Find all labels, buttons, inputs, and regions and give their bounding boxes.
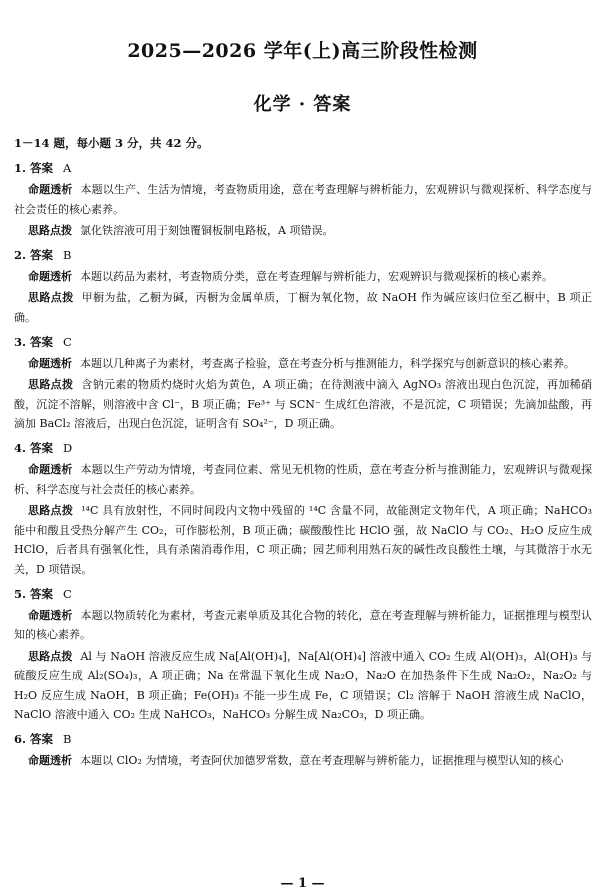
hint-row bbox=[14, 647, 592, 725]
question-number: 5. bbox=[14, 586, 27, 601]
hint-text: 含钠元素的物质灼烧时火焰为黄色，A 项正确；在待测液中滴入 AgNO₃ 溶液出现白色沉淀，再加稀硝酸，沉淀不溶解，则溶液中含 Cl⁻，B 项正确；Fe³⁺ 与 SCN⁻ 生成红色溶液，不是沉淀，C 项错误；先滴加盐酸，再滴加 BaCl₂ 溶液后，出现白色沉淀，证明含有 SO₄²⁻，D 项正确。 bbox=[14, 378, 593, 431]
analysis-text: 本题以物质转化为素材，考查元素单质及其化合物的转化，意在考查理解与辨析能力，证据推理与模型认知的核心素养。 bbox=[14, 608, 593, 642]
answer-label: 答案 bbox=[30, 586, 54, 601]
hint-label: 思路点拨 bbox=[28, 378, 74, 392]
analysis-row bbox=[14, 180, 592, 219]
page-subtitle: 化学 · 答案 bbox=[253, 94, 352, 115]
analysis-label: 命题透析 bbox=[28, 183, 73, 196]
hint-text: 氯化铁溶液可用于刻蚀覆铜板制电路板，A 项错误。 bbox=[80, 224, 334, 238]
question-5 bbox=[14, 584, 592, 726]
question-header bbox=[14, 584, 592, 604]
answer-list bbox=[14, 158, 592, 771]
answer-value: D bbox=[63, 440, 73, 455]
question-header bbox=[14, 158, 592, 178]
analysis-text: 本题以药品为素材，考查物质分类，意在考查理解与辨析能力，宏观辨识与微观探析的核心素养。 bbox=[80, 269, 553, 283]
analysis-row bbox=[14, 354, 592, 374]
analysis-row bbox=[14, 267, 592, 287]
analysis-label: 命题透析 bbox=[28, 608, 73, 622]
hint-text: 甲橱为盐，乙橱为碱，丙橱为金属单质，丁橱为氧化物，故 NaOH 作为碱应该归位至乙橱中，B 项正确。 bbox=[14, 291, 592, 324]
analysis-text: 本题以生产劳动为情境，考查同位素、常见无机物的性质，意在考查分析与推测能力，宏观辨识与微观探析、科学态度与社会责任的核心素养。 bbox=[14, 462, 593, 496]
question-3 bbox=[14, 332, 592, 434]
analysis-label: 命题透析 bbox=[28, 754, 72, 768]
hint-row bbox=[14, 375, 592, 434]
analysis-label: 命题透析 bbox=[28, 356, 72, 370]
hint-text: Al 与 NaOH 溶液反应生成 Na[Al(OH)₄]，Na[Al(OH)₄] 溶液中通入 CO₂ 生成 Al(OH)₃，Al(OH)₃ 与硫酸反应生成 Al₂(SO₄)₃，A 项正确；Na 在常温下氧化生成 Na₂O，Na₂O 在加热条件下生成 Na₂O₂，Na₂O₂ 与 H₂O 反应生成 NaOH，B 项正确；Fe(OH)₃ 不能一步生成 Fe，C 项错误；Cl₂ 溶解于 NaOH 溶液生成 NaClO，NaClO 溶液中通入 CO₂ 生成 NaHCO₃，NaHCO₃ 分解生成 Na₂CO₃，D 项正确。 bbox=[14, 649, 592, 722]
hint-label: 思路点拨 bbox=[28, 224, 72, 238]
question-2 bbox=[14, 245, 592, 328]
analysis-text: 本题以 ClO₂ 为情境，考查阿伏加德罗常数，意在考查理解与辨析能力，证据推理与模型认知的核心 bbox=[80, 754, 564, 768]
analysis-label: 命题透析 bbox=[28, 462, 73, 476]
page-title: 2025—2026 学年(上)高三阶段性检测 bbox=[127, 40, 478, 62]
hint-row bbox=[14, 221, 592, 241]
analysis-row bbox=[14, 751, 592, 771]
question-number: 4. bbox=[14, 440, 27, 455]
answer-label: 答案 bbox=[30, 247, 54, 262]
answer-value: C bbox=[63, 334, 72, 349]
analysis-text: 本题以生产、生活为情境，考查物质用途，意在考查理解与辨析能力，宏观辨识与微观探析、科学态度与社会责任的核心素养。 bbox=[14, 183, 593, 216]
question-header bbox=[14, 245, 592, 265]
answer-label: 答案 bbox=[30, 161, 54, 175]
answer-value: B bbox=[63, 732, 72, 747]
answer-value: C bbox=[63, 586, 72, 601]
hint-row bbox=[14, 288, 592, 327]
analysis-label: 命题透析 bbox=[28, 269, 72, 283]
answer-label: 答案 bbox=[30, 440, 54, 455]
question-6 bbox=[14, 729, 592, 771]
hint-label: 思路点拨 bbox=[28, 504, 74, 518]
analysis-row bbox=[14, 606, 592, 645]
answer-label: 答案 bbox=[30, 334, 54, 349]
hint-label: 思路点拨 bbox=[28, 291, 74, 305]
question-header bbox=[14, 438, 592, 458]
question-header bbox=[14, 332, 592, 352]
question-number: 6. bbox=[14, 732, 27, 747]
answer-value: B bbox=[63, 247, 72, 262]
analysis-row bbox=[14, 460, 592, 499]
question-1 bbox=[14, 158, 592, 241]
answer-value: A bbox=[63, 161, 72, 175]
answer-label: 答案 bbox=[30, 732, 54, 747]
question-4 bbox=[14, 438, 592, 580]
hint-label: 思路点拨 bbox=[28, 649, 73, 663]
question-number: 1. bbox=[14, 161, 27, 175]
question-number: 2. bbox=[14, 247, 27, 262]
question-header bbox=[14, 729, 592, 749]
hint-row bbox=[14, 501, 592, 579]
hint-text: ¹⁴C 具有放射性，不同时间段内文物中残留的 ¹⁴C 含量不同，故能测定文物年代，A 项正确；NaHCO₃ 能中和酸且受热分解产生 CO₂，可作膨松剂，B 项正确；碳酸酸性比 HClO 强，故 NaClO 与 CO₂、H₂O 反应生成 HClO，后者具有强氧化性，具有杀菌消毒作用，C 项正确；园艺师利用熟石灰的碱性改良酸性土壤，与其微溶于水无关，D 项错误。 bbox=[14, 504, 592, 576]
scoring-intro: 1－14 题，每小题 3 分，共 42 分。 bbox=[14, 136, 209, 150]
question-number: 3. bbox=[14, 334, 27, 349]
page-number: — 1 — bbox=[280, 876, 325, 891]
analysis-text: 本题以几种离子为素材，考查离子检验，意在考查分析与推测能力，科学探究与创新意识的核心素养。 bbox=[80, 356, 575, 370]
